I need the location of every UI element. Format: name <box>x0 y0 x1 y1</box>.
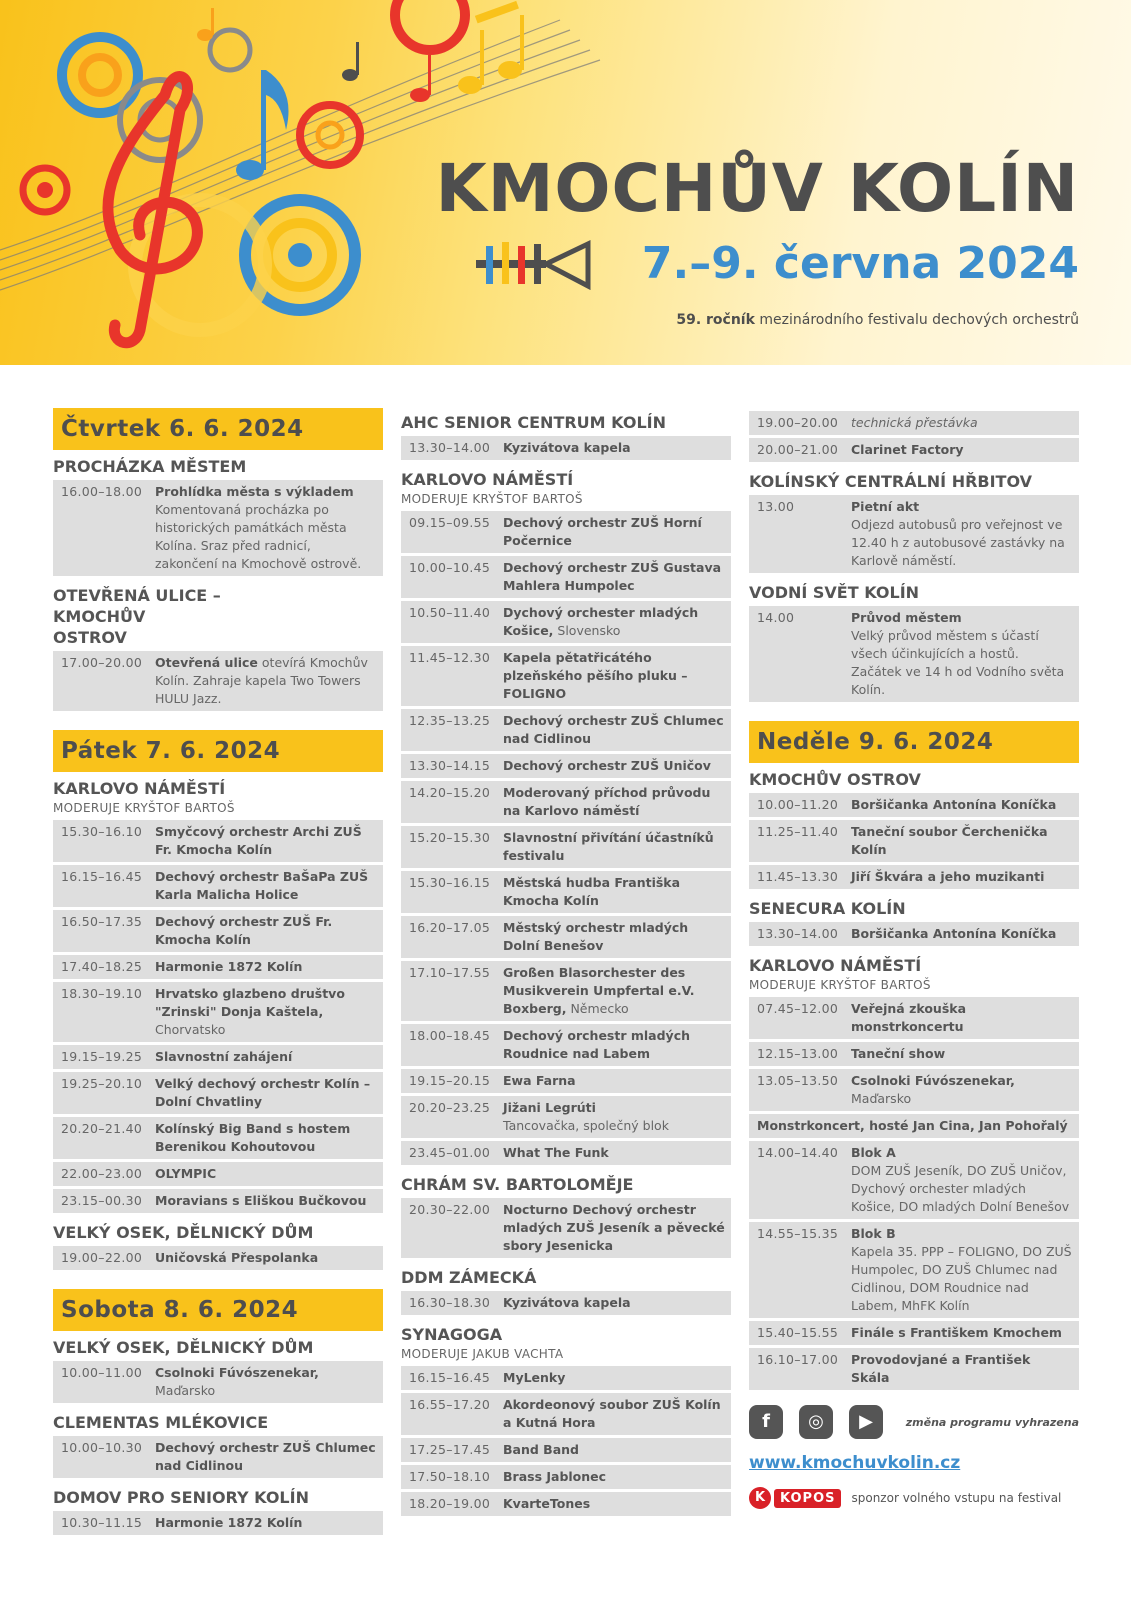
column-2 <box>401 408 731 1525</box>
event-time: 16.10–17.00 <box>757 1352 839 1367</box>
event-name: OLYMPIC <box>155 1166 217 1181</box>
event-time: 17.00–20.00 <box>61 655 143 670</box>
event-name: Moderovaný příchod průvodu na Karlovo náměstí <box>503 785 711 818</box>
event-name: Moravians s Eliškou Bučkovou <box>155 1193 367 1208</box>
event-name: Finále s Františkem Kmochem <box>851 1325 1062 1340</box>
event-time: 16.15–16.45 <box>409 1370 491 1385</box>
event-name: Akordeonový soubor ZUŠ Kolín a Kutná Hora <box>503 1397 721 1430</box>
event-details <box>503 1441 725 1459</box>
program-row <box>53 1511 383 1538</box>
event-time: 17.25–17.45 <box>409 1442 491 1457</box>
event-name: KvarteTones <box>503 1496 591 1511</box>
program-row <box>401 754 731 781</box>
program-list <box>749 793 1079 892</box>
event-details <box>503 439 725 457</box>
event-time: 19.15–20.15 <box>409 1073 491 1088</box>
event-details <box>155 1439 377 1475</box>
event-details <box>503 1099 725 1135</box>
event-details <box>155 868 377 904</box>
event-name: Dychový orchester mladých Košice, <box>503 605 699 638</box>
program-row <box>401 511 731 556</box>
event-details <box>155 1120 377 1156</box>
event-details <box>503 919 725 955</box>
event-time: 13.30–14.00 <box>757 926 839 941</box>
program-row <box>749 1042 1079 1069</box>
venue-heading: VELKÝ OSEK, DĚLNICKÝ DŮM <box>53 1338 314 1357</box>
program-list <box>401 511 731 1168</box>
instagram-icon[interactable]: ◎ <box>799 1405 833 1439</box>
program-row <box>401 1393 731 1438</box>
event-details <box>851 823 1073 859</box>
event-time: 11.45–13.30 <box>757 869 839 884</box>
venue-heading: VODNÍ SVĚT KOLÍN <box>749 583 920 602</box>
event-details <box>851 925 1073 943</box>
event-time: 10.50–11.40 <box>409 605 491 620</box>
event-time: 10.00–11.20 <box>757 797 839 812</box>
event-details <box>503 1468 725 1486</box>
program-row <box>401 1096 731 1141</box>
event-details <box>503 712 725 748</box>
program-row <box>401 1024 731 1069</box>
event-time: 15.30–16.15 <box>409 875 491 890</box>
event-time: 14.00–14.40 <box>757 1145 839 1160</box>
event-details <box>851 1351 1073 1387</box>
event-name: Dechový orchestr BaŠaPa ZUŠ Karla Malicha Holice <box>155 869 369 902</box>
program-list <box>53 1436 383 1481</box>
event-details <box>155 1165 377 1183</box>
moderator-note: MODERUJE KRYŠTOF BARTOŠ <box>53 801 235 815</box>
moderator-note: MODERUJE JAKUB VACHTA <box>401 1347 564 1361</box>
venue-heading: KARLOVO NÁMĚSTÍ <box>53 779 226 798</box>
event-description: Maďarsko <box>851 1091 912 1106</box>
event-name: Jižani Legrúti <box>503 1100 596 1115</box>
program-row <box>749 1321 1079 1348</box>
venue-heading: KOLÍNSKÝ CENTRÁLNÍ HŘBITOV <box>749 472 1033 491</box>
event-details <box>155 823 377 859</box>
event-time: 20.00–21.00 <box>757 442 839 457</box>
brass-instrument-logo-icon <box>476 240 596 290</box>
event-time: 18.20–19.00 <box>409 1496 491 1511</box>
program-row <box>401 916 731 961</box>
event-name: Dechový orchestr ZUŠ Fr. Kmocha Kolín <box>155 914 333 947</box>
event-name: Velký dechový orchestr Kolín – Dolní Chvatliny <box>155 1076 371 1109</box>
program-list <box>749 495 1079 576</box>
event-time: 10.30–11.15 <box>61 1515 143 1530</box>
program-row <box>749 438 1079 465</box>
program-row <box>749 1348 1079 1393</box>
event-description: Německo <box>566 1001 629 1016</box>
program-row <box>749 793 1079 820</box>
event-time: 15.30–16.10 <box>61 824 143 839</box>
event-details <box>503 784 725 820</box>
event-time: 23.45–01.00 <box>409 1145 491 1160</box>
event-time: 20.20–23.25 <box>409 1100 491 1115</box>
program-row <box>749 865 1079 892</box>
program-row <box>401 1465 731 1492</box>
program-row <box>749 411 1079 438</box>
venue-heading: SENECURA KOLÍN <box>749 899 906 918</box>
event-details <box>851 441 1073 459</box>
event-name: Taneční soubor Čerchenička Kolín <box>851 824 1048 857</box>
program-row <box>53 1361 383 1406</box>
venue-heading: VELKÝ OSEK, DĚLNICKÝ DŮM <box>53 1223 314 1242</box>
event-name: Harmonie 1872 Kolín <box>155 959 303 974</box>
event-note: technická přestávka <box>851 415 978 430</box>
venue-heading: SYNAGOGA <box>401 1325 503 1344</box>
event-details <box>503 1201 725 1255</box>
event-details <box>503 757 725 775</box>
event-description: Chorvatsko <box>155 1022 226 1037</box>
event-details <box>851 1045 1073 1063</box>
event-name: Slavnostní přivítání účastníků festivalu <box>503 830 714 863</box>
event-name: Großen Blasorchester des Musikverein Umpfertal e.V. Boxberg, <box>503 965 695 1016</box>
event-name: Hrvatsko glazbeno društvo "Zrinski" Donja Kaštela, <box>155 986 345 1019</box>
event-details <box>503 1495 725 1513</box>
event-time: 16.50–17.35 <box>61 914 143 929</box>
moderator-note: MODERUJE KRYŠTOF BARTOŠ <box>749 978 931 992</box>
event-name: Smyčcový orchestr Archi ZUŠ Fr. Kmocha Kolín <box>155 824 362 857</box>
event-name: Blok B <box>851 1226 896 1241</box>
event-time: 12.15–13.00 <box>757 1046 839 1061</box>
event-name: Městská hudba Františka Kmocha Kolín <box>503 875 681 908</box>
event-time: 18.00–18.45 <box>409 1028 491 1043</box>
event-details <box>503 1072 725 1090</box>
program-row <box>53 982 383 1045</box>
program-row <box>401 1141 731 1168</box>
event-time: 10.00–10.45 <box>409 560 491 575</box>
event-details <box>851 498 1073 570</box>
event-description: Slovensko <box>553 623 621 638</box>
program-row <box>401 601 731 646</box>
event-details <box>503 559 725 595</box>
program-row <box>53 1045 383 1072</box>
festival-title: KMOCHŮV KOLÍN <box>435 150 1079 227</box>
event-name: What The Funk <box>503 1145 609 1160</box>
program-list <box>53 651 383 714</box>
event-name: Prohlídka města s výkladem <box>155 484 354 499</box>
sponsor-text: sponzor volného vstupu na festival <box>851 1491 1062 1505</box>
event-details <box>851 1144 1073 1216</box>
program-row <box>401 826 731 871</box>
event-time: 20.20–21.40 <box>61 1121 143 1136</box>
event-time: 17.40–18.25 <box>61 959 143 974</box>
program-row <box>749 606 1079 705</box>
event-details <box>155 483 377 573</box>
event-name: Boršičanka Antonína Koníčka <box>851 797 1057 812</box>
event-details <box>155 958 377 976</box>
event-name: Slavnostní zahájení <box>155 1049 293 1064</box>
program-row <box>401 556 731 601</box>
venue-heading: AHC SENIOR CENTRUM KOLÍN <box>401 413 666 432</box>
program-sublist <box>749 997 1079 1114</box>
program-list <box>401 436 731 463</box>
day-header-friday: Pátek 7. 6. 2024 <box>53 730 383 772</box>
event-details <box>155 1192 377 1210</box>
program-row <box>401 1492 731 1519</box>
program-row <box>401 709 731 754</box>
column-1 <box>53 408 383 1544</box>
program-row <box>401 781 731 826</box>
event-description: Maďarsko <box>155 1383 216 1398</box>
sponsor-block <box>749 1487 1079 1509</box>
event-time: 14.20–15.20 <box>409 785 491 800</box>
venue-heading: KMOCHŮV OSTROV <box>749 770 921 789</box>
event-details <box>503 964 725 1018</box>
day-header-thursday: Čtvrtek 6. 6. 2024 <box>53 408 383 450</box>
column-3 <box>749 411 1079 1509</box>
program-list <box>749 997 1079 1393</box>
event-description: DOM ZUŠ Jeseník, DO ZUŠ Uničov, Dychový orchester mladých Košice, DO mladých Dolní Benešov <box>851 1163 1070 1214</box>
venue-heading: PROCHÁZKA MĚSTEM <box>53 457 247 476</box>
event-details <box>155 985 377 1039</box>
event-name: Dechový orchestr ZUŠ Horní Počernice <box>503 515 702 548</box>
event-description: Odjezd autobusů pro veřejnost ve 12.40 h z autobusové zastávky na Karlově náměstí. <box>851 517 1065 568</box>
event-details <box>503 1144 725 1162</box>
event-details <box>503 829 725 865</box>
event-name: Ewa Farna <box>503 1073 576 1088</box>
program-row <box>749 1069 1079 1114</box>
program-row <box>53 955 383 982</box>
program-row <box>53 1189 383 1216</box>
event-details <box>851 796 1073 814</box>
event-time: 19.25–20.10 <box>61 1076 143 1091</box>
program-list <box>749 922 1079 949</box>
event-details <box>851 609 1073 699</box>
event-time: 16.55–17.20 <box>409 1397 491 1412</box>
program-list <box>401 1198 731 1261</box>
program-list <box>749 411 1079 465</box>
event-time: 16.20–17.05 <box>409 920 491 935</box>
event-time: 09.15–09.55 <box>409 515 491 530</box>
event-time: 11.45–12.30 <box>409 650 491 665</box>
program-row <box>53 1117 383 1162</box>
event-name: Jiří Škvára a jeho muzikanti <box>851 869 1045 884</box>
program-row <box>53 1436 383 1481</box>
venue-heading: CHRÁM SV. BARTOLOMĚJE <box>401 1175 634 1194</box>
program-list <box>53 1246 383 1273</box>
event-time: 16.00–18.00 <box>61 484 143 499</box>
event-name: Kyzivátova kapela <box>503 1295 631 1310</box>
event-time: 10.00–10.30 <box>61 1440 143 1455</box>
program-row <box>749 1222 1079 1321</box>
program-row <box>749 997 1079 1042</box>
program-row <box>401 961 731 1024</box>
program-row <box>53 1246 383 1273</box>
program-row <box>53 480 383 579</box>
day-header-sunday: Neděle 9. 6. 2024 <box>749 721 1079 763</box>
event-name: Harmonie 1872 Kolín <box>155 1515 303 1530</box>
program-list <box>401 1366 731 1519</box>
event-time: 19.00–20.00 <box>757 415 839 430</box>
event-details <box>851 1000 1073 1036</box>
event-details <box>155 654 377 708</box>
event-name: Otevřená ulice <box>155 655 258 670</box>
program-change-note: změna programu vyhrazena <box>905 1415 1079 1429</box>
event-time: 11.25–11.40 <box>757 824 839 839</box>
event-time: 13.00 <box>757 499 795 514</box>
event-time: 22.00–23.00 <box>61 1166 143 1181</box>
event-name: Kyzivátova kapela <box>503 440 631 455</box>
event-time: 12.35–13.25 <box>409 713 491 728</box>
program-row <box>53 1162 383 1189</box>
event-name: Pietní akt <box>851 499 920 514</box>
event-name: Dechový orchestr ZUŠ Gustava Mahlera Humpolec <box>503 560 722 593</box>
event-time: 13.05–13.50 <box>757 1073 839 1088</box>
event-name: Dechový orchestr ZUŠ Chlumec nad Cidlinou <box>155 1440 376 1473</box>
event-time: 17.10–17.55 <box>409 965 491 980</box>
program-sublist <box>749 1141 1079 1393</box>
event-details <box>851 1072 1073 1108</box>
event-details <box>155 1514 377 1532</box>
event-name: Nocturno Dechový orchestr mladých ZUŠ Jeseník a pěvecké sbory Jesenicka <box>503 1202 725 1253</box>
event-description: Komentovaná procházka po historických památkách města Kolína. Sraz před radnicí, zakončení na Kmochově ostrově. <box>155 502 362 571</box>
venue-heading: DOMOV PRO SENIORY KOLÍN <box>53 1488 309 1507</box>
event-time: 15.20–15.30 <box>409 830 491 845</box>
event-name: Csolnoki Fúvószenekar, <box>155 1365 319 1380</box>
event-time: 15.40–15.55 <box>757 1325 839 1340</box>
event-details <box>155 1075 377 1111</box>
program-row <box>53 910 383 955</box>
venue-heading: KARLOVO NÁMĚSTÍ <box>749 956 922 975</box>
kopos-logo <box>749 1487 841 1509</box>
event-details <box>503 1027 725 1063</box>
venue-heading: KARLOVO NÁMĚSTÍ <box>401 470 574 489</box>
program-row <box>401 1069 731 1096</box>
monstrkoncert-label: Monstrkoncert, hosté Jan Cina, Jan Pohořalý <box>757 1118 1068 1133</box>
moderator-note: MODERUJE KRYŠTOF BARTOŠ <box>401 492 583 506</box>
facebook-icon[interactable]: f <box>749 1405 783 1439</box>
event-time: 16.30–18.30 <box>409 1295 491 1310</box>
event-name: MyLenky <box>503 1370 566 1385</box>
event-name: Dechový orchestr mladých Roudnice nad Labem <box>503 1028 691 1061</box>
youtube-icon[interactable]: ▶ <box>849 1405 883 1439</box>
program-row <box>749 1141 1079 1222</box>
event-details <box>503 874 725 910</box>
festival-subtitle: 59. ročník mezinárodního festivalu dechových orchestrů <box>676 312 1079 328</box>
event-name: Clarinet Factory <box>851 442 964 457</box>
festival-dates: 7.–9. června 2024 <box>641 238 1079 289</box>
event-name: Provodovjané a František Skála <box>851 1352 1031 1385</box>
event-details <box>503 1396 725 1432</box>
event-details <box>503 1369 725 1387</box>
event-time: 16.15–16.45 <box>61 869 143 884</box>
monstrkoncert-row <box>749 1114 1079 1141</box>
event-time: 19.00–22.00 <box>61 1250 143 1265</box>
program-row <box>401 1438 731 1465</box>
kopos-k-icon: K <box>749 1487 771 1509</box>
venue-heading: OTEVŘENÁ ULICE – KMOCHŮV OSTROV <box>53 586 221 647</box>
event-details <box>155 1048 377 1066</box>
program-list <box>53 1511 383 1538</box>
event-description: Tancovačka, společný blok <box>503 1118 669 1133</box>
event-details <box>503 1294 725 1312</box>
event-time: 07.45–12.00 <box>757 1001 839 1016</box>
event-name: Taneční show <box>851 1046 946 1061</box>
program-list <box>53 480 383 579</box>
event-details <box>851 414 1073 432</box>
event-name: Kolínský Big Band s hostem Berenikou Kohoutovou <box>155 1121 351 1154</box>
event-details <box>851 1225 1073 1315</box>
event-time: 20.30–22.00 <box>409 1202 491 1217</box>
event-name: Brass Jablonec <box>503 1469 607 1484</box>
venue-heading: CLEMENTAS MLÉKOVICE <box>53 1413 269 1432</box>
event-details <box>851 868 1073 886</box>
program-row <box>53 865 383 910</box>
event-name: Band Band <box>503 1442 579 1457</box>
program-list <box>53 820 383 1216</box>
program-row <box>401 1366 731 1393</box>
event-details <box>503 649 725 703</box>
header-banner <box>0 0 1131 365</box>
event-name: Dechový orchestr ZUŠ Uničov <box>503 758 711 773</box>
event-time: 18.30–19.10 <box>61 986 143 1001</box>
program-row <box>749 495 1079 576</box>
kopos-wordmark: KOPOS <box>774 1489 841 1508</box>
program-row <box>53 651 383 714</box>
program-row <box>53 820 383 865</box>
program-row <box>53 1072 383 1117</box>
event-time: 19.15–19.25 <box>61 1049 143 1064</box>
event-description: otevírá Kmochův Kolín. Zahraje kapela Two Towers HULU Jazz. <box>155 655 368 706</box>
event-name: Dechový orchestr ZUŠ Chlumec nad Cidlinou <box>503 713 724 746</box>
program-row <box>401 871 731 916</box>
social-links <box>749 1405 1079 1439</box>
event-time: 14.55–15.35 <box>757 1226 839 1241</box>
event-description: Kapela 35. PPP – FOLIGNO, DO ZUŠ Humpolec, DO ZUŠ Chlumec nad Cidlinou, DOM Roudnice nad Labem, MhFK Kolín <box>851 1244 1072 1313</box>
day-header-saturday: Sobota 8. 6. 2024 <box>53 1289 383 1331</box>
program-list <box>401 1291 731 1318</box>
program-row <box>749 922 1079 949</box>
event-name: Městský orchestr mladých Dolní Benešov <box>503 920 689 953</box>
event-name: Boršičanka Antonína Koníčka <box>851 926 1057 941</box>
event-details <box>155 1364 377 1400</box>
event-name: Kapela pětatřicátého plzeňského pěšího pluku – FOLIGNO <box>503 650 688 701</box>
event-name: Csolnoki Fúvószenekar, <box>851 1073 1015 1088</box>
event-time: 23.15–00.30 <box>61 1193 143 1208</box>
program-list <box>53 1361 383 1406</box>
program-row <box>401 1291 731 1318</box>
event-time: 13.30–14.00 <box>409 440 491 455</box>
program-row <box>401 436 731 463</box>
event-description: Velký průvod městem s účastí všech účinkujících a hostů. Začátek ve 14 h od Vodního světa Kolín. <box>851 628 1065 697</box>
event-details <box>155 1249 377 1267</box>
event-name: Průvod městem <box>851 610 962 625</box>
event-details <box>503 604 725 640</box>
event-time: 14.00 <box>757 610 795 625</box>
website-link[interactable]: www.kmochuvkolin.cz <box>749 1453 961 1473</box>
event-name: Uničovská Přespolanka <box>155 1250 319 1265</box>
program-row <box>401 1198 731 1261</box>
program-list <box>749 606 1079 705</box>
event-time: 10.00–11.00 <box>61 1365 143 1380</box>
program-row <box>749 820 1079 865</box>
event-time: 13.30–14.15 <box>409 758 491 773</box>
event-details <box>155 913 377 949</box>
program-row <box>401 646 731 709</box>
event-name: Veřejná zkouška monstrkoncertu <box>851 1001 967 1034</box>
event-time: 17.50–18.10 <box>409 1469 491 1484</box>
venue-heading: DDM ZÁMECKÁ <box>401 1268 537 1287</box>
event-name: Blok A <box>851 1145 896 1160</box>
event-details <box>851 1324 1073 1342</box>
event-details <box>503 514 725 550</box>
